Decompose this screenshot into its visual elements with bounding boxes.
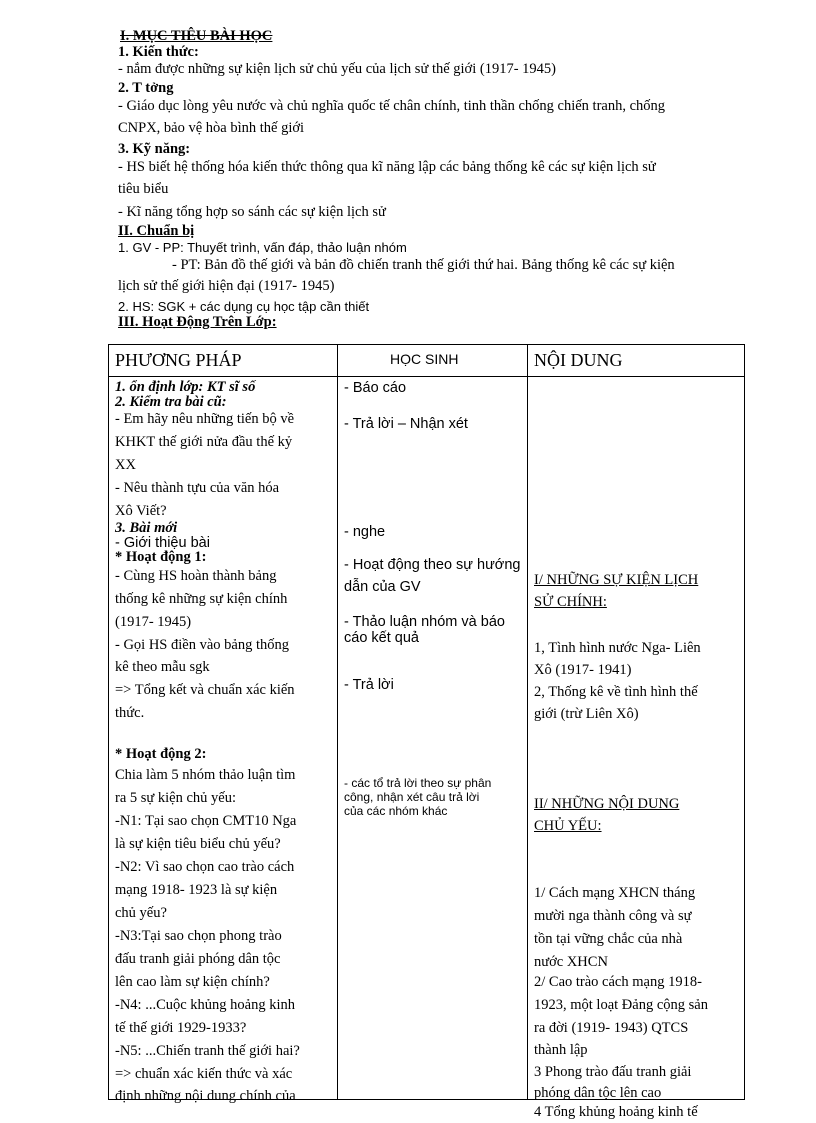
skill-line-2: tiêu biểu [118, 181, 169, 197]
list-item: -N2: Vì sao chọn cao trào cách [115, 859, 295, 875]
list-item: tồn tại vững chắc của nhà [534, 931, 683, 947]
list-item: - các tổ trả lời theo sự phân [344, 776, 492, 790]
list-item: * Hoạt động 2: [115, 746, 207, 762]
list-item: nước XHCN [534, 954, 608, 970]
skill-line-1: - HS biết hệ thống hóa kiến thức thông qua kĩ năng lập các bảng thống kê các sự kiện lịch sử [118, 159, 656, 175]
prep-hs: 2. HS: SGK + các dụng cụ học tập cần thiết [118, 299, 370, 314]
list-item: - nghe [344, 524, 386, 540]
lesson-table [108, 344, 745, 1120]
list-item: 1923, một loạt Đảng cộng sản [534, 997, 708, 1013]
header-cell-method [109, 345, 338, 377]
list-item: ra 5 sự kiện chủ yếu: [115, 790, 237, 806]
list-item: thành lập [534, 1042, 588, 1058]
list-item: định những nội dung chính của [115, 1088, 296, 1104]
list-item: ra đời (1919- 1943) QTCS [534, 1020, 689, 1036]
list-item: XX [115, 457, 136, 473]
list-item: II/ NHỮNG NỘI DUNG [534, 796, 680, 812]
prep-gv: 1. GV - PP: Thuyết trình, vấn đáp, thảo luận nhóm [118, 240, 407, 255]
list-item: 3 Phong trào đấu tranh giải [534, 1064, 692, 1080]
list-item: 4 Tổng khủng hoảng kinh tế [534, 1104, 698, 1120]
list-item: -N3:Tại sao chọn phong trào [115, 928, 282, 944]
list-item: => chuẩn xác kiến thức và xác [115, 1066, 293, 1082]
list-item: của các nhóm khác [344, 804, 448, 818]
list-item: - Trả lời [344, 677, 394, 693]
list-item: - Cùng HS hoàn thành bảng [115, 568, 277, 584]
list-item: I/ NHỮNG SỰ KIỆN LỊCH [534, 572, 699, 588]
list-item: * Hoạt động 1: [115, 549, 207, 565]
list-item: là sự kiện tiêu biểu chủ yếu? [115, 836, 281, 852]
list-item: 2, Thống kê về tình hình thế [534, 684, 698, 700]
list-item: - Gọi HS điền vào bảng thống [115, 637, 289, 653]
prep-pt-1: - PT: Bản đồ thế giới và bản đồ chiến tranh thế giới thứ hai. Bảng thống kê các sự kiện [172, 257, 675, 273]
knowledge-title: 1. Kiến thức: [118, 44, 199, 60]
header-method: PHƯƠNG PHÁP [115, 350, 242, 370]
list-item: đấu tranh giải phóng dân tộc [115, 951, 281, 967]
list-item: - Nêu thành tựu của văn hóa [115, 480, 280, 496]
list-item: kê theo mẫu sgk [115, 659, 210, 675]
list-item: tế thế giới 1929-1933? [115, 1020, 247, 1036]
section1-title: I. MỤC TIÊU BÀI HỌC [120, 28, 273, 44]
knowledge-line: - nắm được những sự kiện lịch sử chủ yếu của lịch sử thế giới (1917- 1945) [118, 61, 556, 77]
list-item: - Giới thiệu bài [115, 535, 210, 551]
table-header-row [109, 345, 745, 377]
skill-line-3: - Kĩ năng tổng hợp so sánh các sự kiện lịch sử [118, 204, 386, 220]
list-item: 2. Kiểm tra bài cũ: [115, 394, 227, 410]
list-item: 1, Tình hình nước Nga- Liên [534, 640, 701, 656]
list-item: - Trả lời – Nhận xét [344, 416, 468, 432]
list-item: (1917- 1945) [115, 614, 192, 630]
list-item: thức. [115, 705, 145, 721]
list-item: 1/ Cách mạng XHCN tháng [534, 885, 696, 901]
list-item: -N1: Tại sao chọn CMT10 Nga [115, 813, 297, 829]
list-item: phóng dân tộc lên cao [534, 1085, 662, 1101]
list-item: lên cao làm sự kiện chính? [115, 974, 270, 990]
list-item: mười nga thành công và sự [534, 908, 692, 924]
attitude-line-2: CNPX, bảo vệ hòa bình thế giới [118, 120, 305, 136]
list-item: thống kê những sự kiện chính [115, 591, 288, 607]
list-item: SỬ CHÍNH: [534, 594, 607, 610]
list-item: công, nhận xét câu trả lời [344, 790, 480, 804]
list-item: 1. ổn định lớp: KT sĩ số [115, 379, 256, 395]
list-item: mạng 1918- 1923 là sự kiện [115, 882, 278, 898]
list-item: Chia làm 5 nhóm thảo luận tìm [115, 767, 296, 783]
list-item: -N4: ...Cuộc khủng hoảng kinh [115, 997, 296, 1013]
table-body-row [109, 377, 745, 1100]
list-item: Xô Viết? [115, 503, 167, 519]
list-item: KHKT thế giới nửa đầu thế kỷ [115, 434, 293, 450]
list-item: cáo kết quả [344, 630, 419, 646]
list-item: -N5: ...Chiến tranh thế giới hai? [115, 1043, 300, 1059]
list-item: dẫn của GV [344, 579, 421, 595]
list-item: - Thảo luận nhóm và báo [344, 614, 505, 630]
list-item: => Tổng kết và chuẩn xác kiến [115, 682, 295, 698]
list-item: Xô (1917- 1941) [534, 662, 632, 678]
list-item: - Em hãy nêu những tiến bộ về [115, 411, 294, 427]
list-item: chủ yếu? [115, 905, 167, 921]
list-item: 3. Bài mới [115, 520, 178, 536]
list-item: 2/ Cao trào cách mạng 1918- [534, 974, 702, 990]
prep-pt-2: lịch sử thế giới hiện đại (1917- 1945) [118, 278, 335, 294]
attitude-title: 2. T tởng [118, 80, 174, 96]
section2-title: II. Chuẩn bị [118, 223, 195, 239]
method-cell [109, 377, 338, 1104]
list-item: - Hoạt động theo sự hướng [344, 557, 521, 573]
list-item: - Báo cáo [344, 380, 407, 396]
content-cell [528, 377, 745, 1120]
section3-title: III. Hoạt Động Trên Lớp: [118, 314, 277, 330]
header-student: HỌC SINH [390, 351, 459, 367]
header-content: NỘI DUNG [534, 350, 623, 370]
student-cell [338, 377, 528, 1100]
list-item: giới (trừ Liên Xô) [534, 706, 639, 722]
attitude-line-1: - Giáo dục lòng yêu nước và chủ nghĩa quốc tế chân chính, tinh thần chống chiến tranh, chống [118, 98, 666, 114]
skill-title: 3. Kỹ năng: [118, 141, 191, 157]
header-cell-student [338, 345, 528, 377]
list-item: CHỦ YẾU: [534, 818, 602, 834]
header-cell-content [528, 345, 745, 377]
